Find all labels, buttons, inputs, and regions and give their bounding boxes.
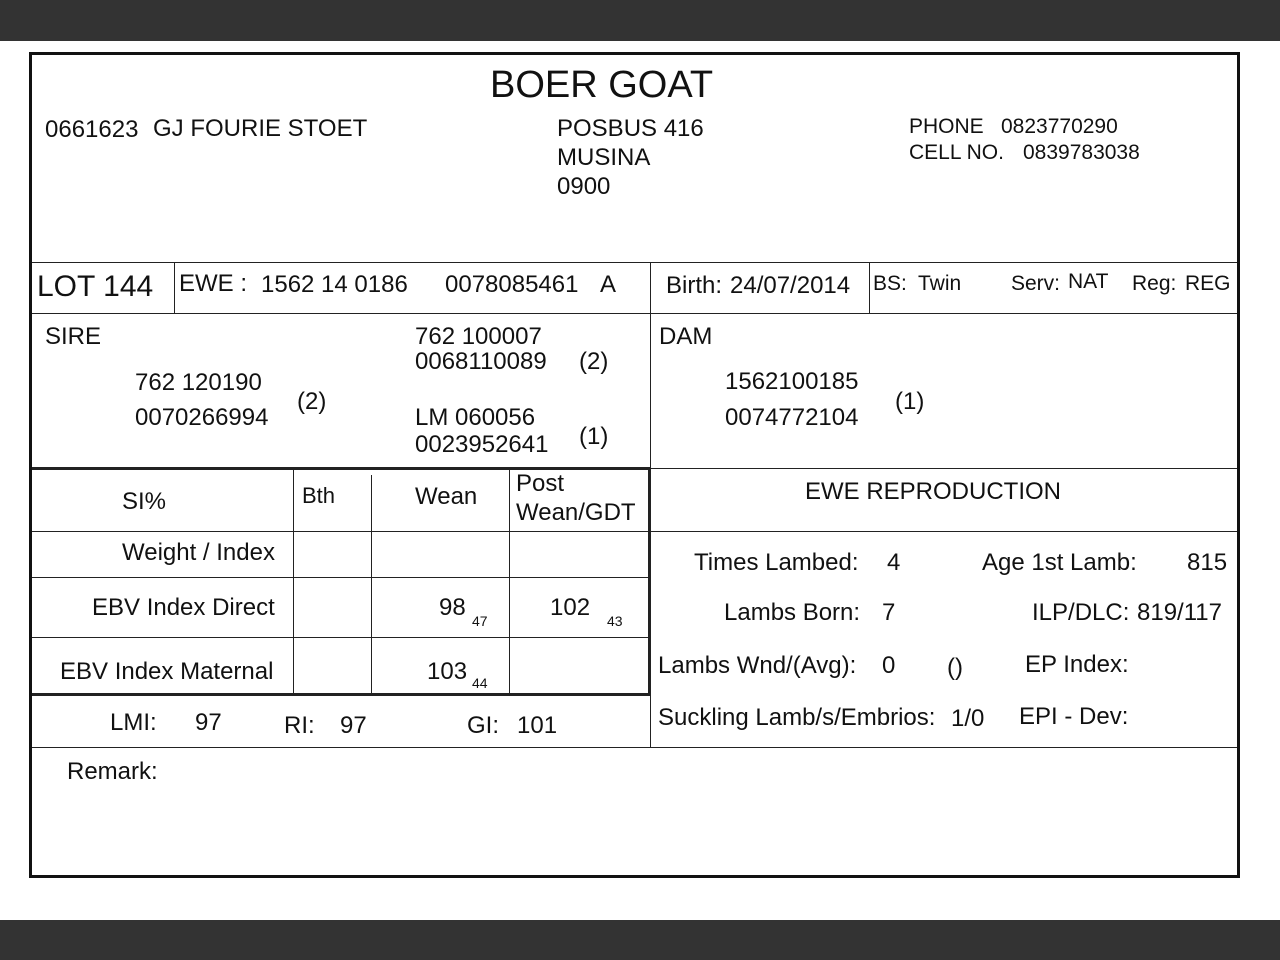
divider [371, 475, 372, 695]
divider [648, 467, 651, 696]
lambs-born-label: Lambs Born: [724, 599, 861, 626]
times-lambed-label: Times Lambed: [694, 549, 859, 576]
direct-post-value: 102 [550, 594, 591, 621]
maternal-wean-value: 103 [427, 658, 468, 685]
breeder-name: GJ FOURIE STOET [153, 115, 368, 142]
cell-number: 0839783038 [1023, 141, 1140, 164]
lmi-label: LMI: [110, 709, 157, 736]
dam-reg: 0074772104 [725, 404, 859, 431]
divider [293, 467, 294, 695]
lmi-value: 97 [195, 709, 222, 736]
sire-dam-id: LM 060056 [415, 404, 536, 431]
ilp-dlc-label: ILP/DLC: [1032, 599, 1130, 626]
address-line: MUSINA [557, 144, 651, 171]
suckling-label: Suckling Lamb/s/Embrios: [658, 704, 936, 731]
reproduction-title: EWE REPRODUCTION [805, 478, 1062, 505]
sire-label: SIRE [45, 323, 102, 350]
ewe-label: EWE : [179, 270, 248, 297]
sire-id: 762 120190 [135, 369, 262, 396]
divider [32, 637, 650, 638]
ri-label: RI: [284, 712, 315, 739]
breeder-number: 0661623 [45, 116, 139, 143]
ilp-dlc-value: 819/117 [1137, 599, 1222, 626]
serv-value: NAT [1068, 270, 1109, 293]
lambs-weaned-value: 0 [882, 652, 896, 679]
divider [32, 577, 650, 578]
serv-label: Serv: [1011, 272, 1061, 295]
divider [32, 747, 1237, 748]
maternal-wean-accuracy: 44 [472, 675, 488, 691]
address-line: POSBUS 416 [557, 115, 704, 142]
divider [509, 467, 510, 695]
direct-wean-accuracy: 47 [472, 613, 488, 629]
sire-sire-id: 762 100007 [415, 323, 542, 350]
divider [32, 262, 1237, 263]
epi-dev-label: EPI - Dev: [1019, 703, 1129, 730]
lambs-born-value: 7 [882, 599, 896, 626]
divider [32, 313, 1237, 314]
direct-wean-value: 98 [439, 594, 466, 621]
row-label-maternal: EBV Index Maternal [60, 658, 274, 685]
birth-label: Birth: [666, 272, 723, 299]
ewe-id: 1562 14 0186 [261, 271, 408, 298]
divider [174, 262, 175, 313]
suckling-value: 1/0 [951, 705, 985, 732]
sire-reg: 0070266994 [135, 404, 269, 431]
ri-value: 97 [340, 712, 367, 739]
divider [32, 531, 1237, 532]
ewe-grade: A [600, 271, 617, 298]
top-frame-bar [0, 0, 1280, 41]
bottom-frame-bar [0, 920, 1280, 960]
phone-number: 0823770290 [1001, 115, 1118, 138]
ep-index-label: EP Index: [1025, 651, 1129, 678]
sire-dam-generation: (1) [579, 423, 609, 450]
age-first-lamb-label: Age 1st Lamb: [982, 549, 1137, 576]
gi-label: GI: [467, 712, 500, 739]
times-lambed-value: 4 [887, 549, 901, 576]
reg-label: Reg: [1132, 272, 1177, 295]
phone-label: PHONE [909, 115, 984, 138]
row-label-weight: Weight / Index [122, 539, 275, 566]
col-header-post: Post [516, 470, 565, 497]
col-header-wean: Wean [415, 483, 478, 510]
row-label-direct: EBV Index Direct [92, 594, 275, 621]
direct-post-accuracy: 43 [607, 613, 623, 629]
bs-label: BS: [873, 272, 907, 295]
col-header-post: Wean/GDT [516, 499, 636, 526]
birth-date: 24/07/2014 [730, 272, 851, 299]
col-header-bth: Bth [302, 483, 336, 508]
lot-number: LOT 144 [37, 270, 154, 303]
dam-label: DAM [659, 323, 713, 350]
remark-label: Remark: [67, 758, 158, 785]
address-line: 0900 [557, 173, 611, 200]
dam-generation: (1) [895, 388, 925, 415]
page-title: BOER GOAT [490, 64, 714, 106]
dam-id: 1562100185 [725, 368, 859, 395]
bs-value: Twin [918, 272, 962, 295]
gi-value: 101 [517, 712, 558, 739]
lambs-weaned-label: Lambs Wnd/(Avg): [658, 652, 857, 679]
reg-value: REG [1185, 272, 1231, 295]
sale-card [29, 52, 1240, 878]
divider [651, 468, 1237, 469]
col-header-si: SI% [122, 488, 167, 515]
age-first-lamb-value: 815 [1187, 549, 1228, 576]
cell-label: CELL NO. [909, 141, 1004, 164]
sire-sire-generation: (2) [579, 348, 609, 375]
sire-generation: (2) [297, 388, 327, 415]
sire-sire-reg: 0068110089 [415, 348, 547, 375]
divider [32, 693, 651, 696]
ewe-reg-number: 0078085461 [445, 271, 579, 298]
sire-dam-reg: 0023952641 [415, 431, 549, 458]
lambs-weaned-average: () [947, 654, 963, 681]
divider [869, 262, 870, 313]
